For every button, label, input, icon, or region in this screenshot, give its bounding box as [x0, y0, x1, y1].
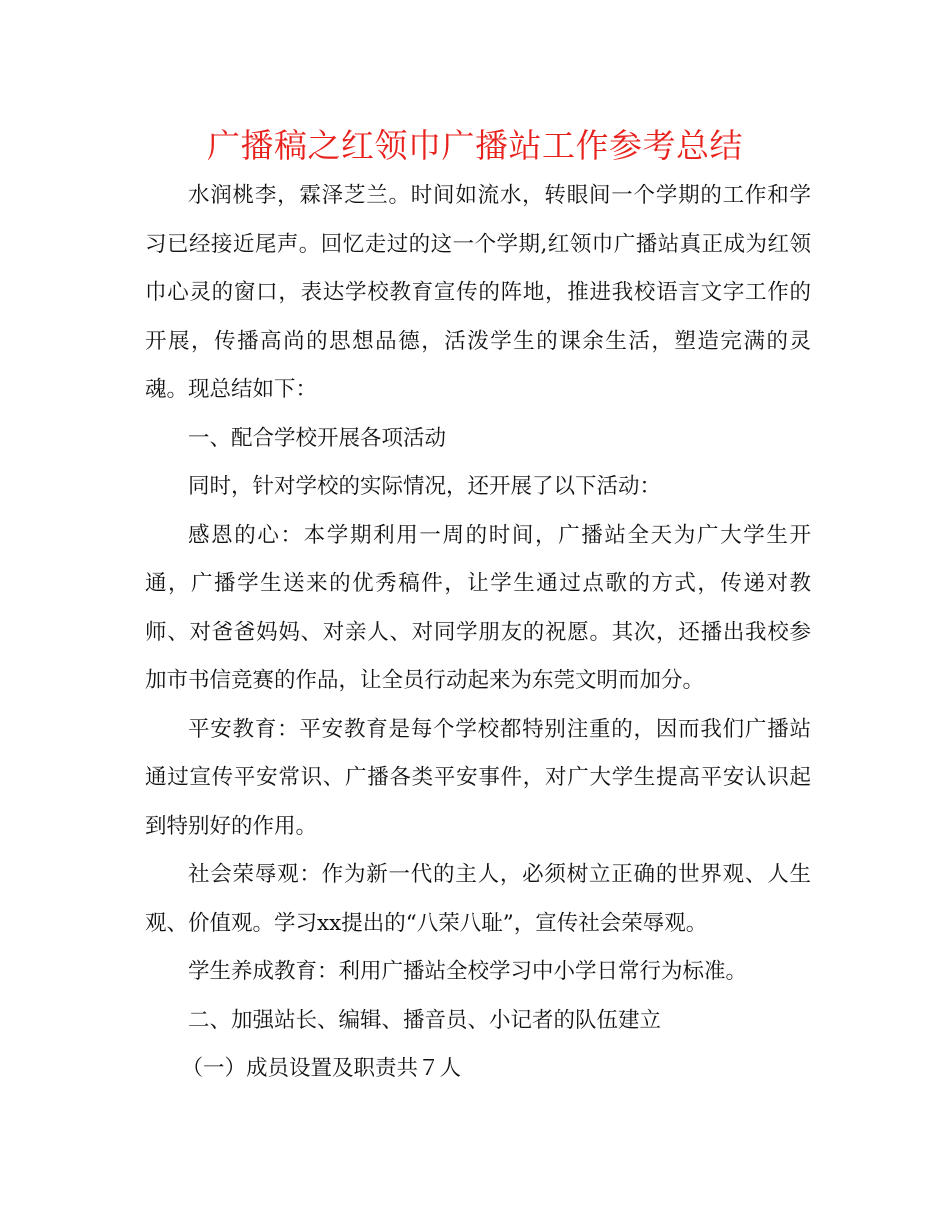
paragraph-honor-disgrace: 社会荣辱观：作为新一代的主人，必须树立正确的世界观、人生观、价值观。学习xx提出的“八荣八耻”，宣传社会荣辱观。 — [145, 862, 811, 936]
section-heading-2: 二、加强站长、编辑、播音员、小记者的队伍建立 — [188, 1007, 662, 1033]
paragraph-habits: 学生养成教育：利用广播站全校学习中小学日常行为标准。 — [188, 959, 748, 984]
section-heading-1: 一、配合学校开展各项活动 — [188, 425, 447, 451]
document-body — [145, 172, 811, 1094]
intro-paragraph: 水润桃李，霖泽芝兰。时间如流水，转眼间一个学期的工作和学习已经接近尾声。回忆走过的这一个学期,红领巾广播站真正成为红领巾心灵的窗口，表达学校教育宣传的阵地，推进我校语言文字工作的开展，传播高尚的思想品德，活泼学生的课余生活，塑造完满的灵魂。现总结如下： — [145, 183, 811, 402]
paragraph-safety: 平安教育：平安教育是每个学校都特别注重的，因而我们广播站通过宣传平安常识、广播各类平安事件，对广大学生提高平安认识起到特别好的作用。 — [145, 716, 811, 839]
paragraph-activities-intro: 同时，针对学校的实际情况，还开展了以下活动： — [188, 474, 662, 499]
document-title: 广播稿之红领巾广播站工作参考总结 — [207, 126, 743, 165]
paragraph-gratitude: 感恩的心：本学期利用一周的时间，广播站全天为广大学生开通，广播学生送来的优秀稿件，让学生通过点歌的方式，传递对教师、对爸爸妈妈、对亲人、对同学朋友的祝愿。其次，还播出我校参加市书信竞赛的作品，让全员行动起来为东莞文明而加分。 — [145, 522, 811, 693]
subsection-heading-1: （一）成员设置及职责共７人 — [181, 1056, 462, 1081]
